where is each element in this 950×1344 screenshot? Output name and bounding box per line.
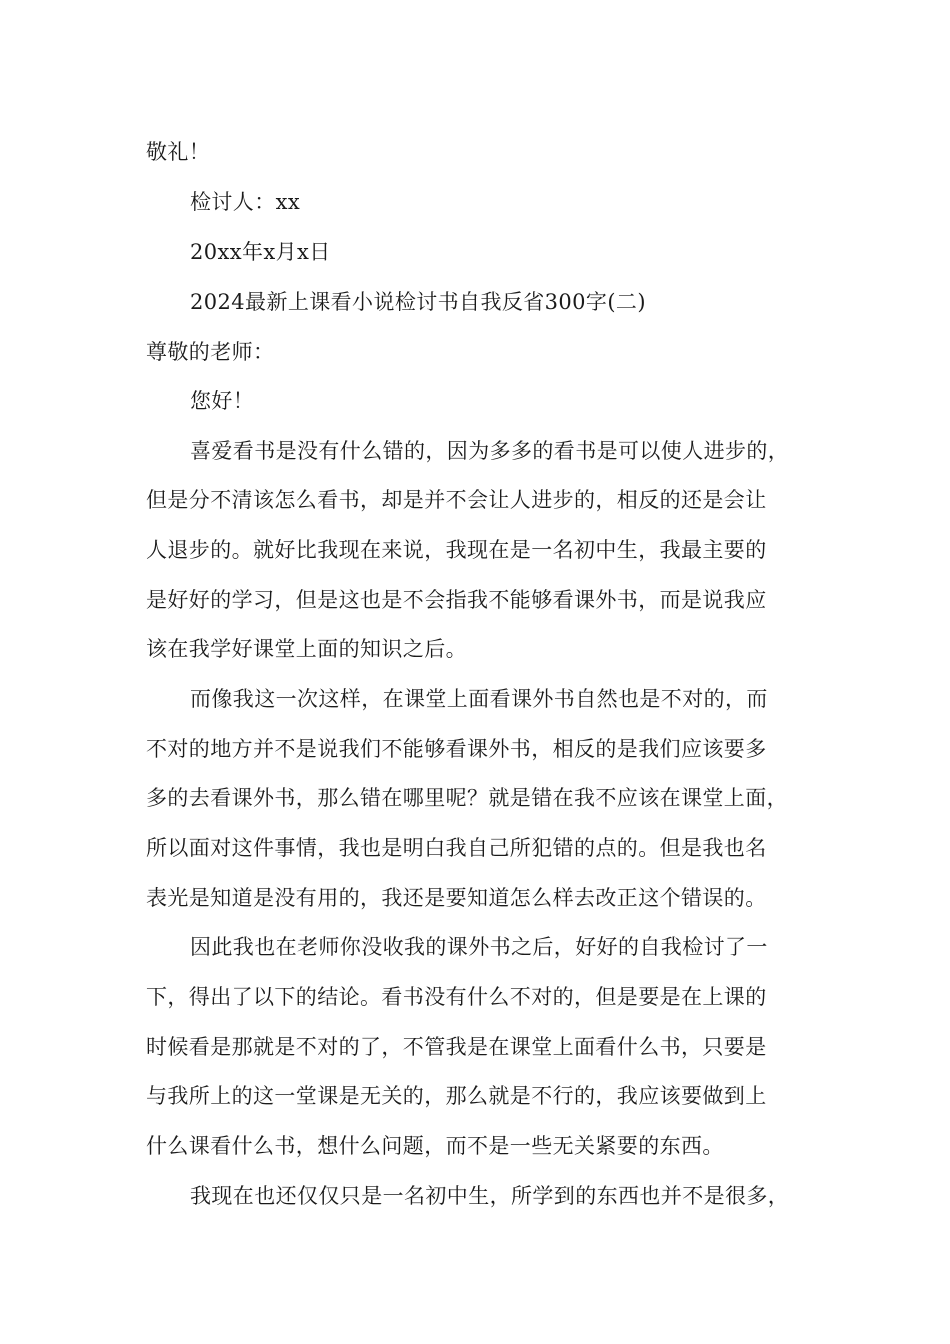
body-line: 我现在也还仅仅只是一名初中生，所学到的东西也并不是很多， — [190, 1184, 790, 1208]
body-line: 时候看是那就是不对的了，不管我是在课堂上面看什么书，只要是 — [146, 1035, 767, 1059]
greeting-line: 您好！ — [190, 389, 255, 413]
date-line: 20xx年x月x日 — [190, 240, 331, 264]
closing-line: 敬礼！ — [146, 140, 211, 164]
body-line: 不对的地方并不是说我们不能够看课外书，相反的是我们应该要多 — [146, 737, 767, 761]
body-line: 多的去看课外书，那么错在哪里呢？就是错在我不应该在课堂上面， — [146, 786, 788, 810]
body-line: 喜爱看书是没有什么错的，因为多多的看书是可以使人进步的， — [190, 439, 790, 463]
salutation-line: 尊敬的老师： — [146, 340, 275, 364]
body-line: 下，得出了以下的结论。看书没有什么不对的，但是要是在上课的 — [146, 985, 767, 1009]
body-line: 因此我也在老师你没收我的课外书之后，好好的自我检讨了一 — [190, 935, 768, 959]
body-line: 但是分不清该怎么看书，却是并不会让人进步的，相反的还是会让 — [146, 488, 767, 512]
body-line: 与我所上的这一堂课是无关的，那么就是不行的，我应该要做到上 — [146, 1084, 767, 1108]
signer-line: 检讨人：xx — [190, 190, 301, 214]
body-line: 所以面对这件事情，我也是明白我自己所犯错的点的。但是我也名 — [146, 836, 767, 860]
body-line: 而像我这一次这样，在课堂上面看课外书自然也是不对的，而 — [190, 687, 768, 711]
body-line: 是好好的学习，但是这也是不会指我不能够看课外书，而是说我应 — [146, 588, 767, 612]
body-line: 该在我学好课堂上面的知识之后。 — [146, 637, 467, 661]
body-line: 人退步的。就好比我现在来说，我现在是一名初中生，我最主要的 — [146, 538, 767, 562]
section-title: 2024最新上课看小说检讨书自我反省300字(二) — [190, 290, 646, 314]
body-line: 表光是知道是没有用的，我还是要知道怎么样去改正这个错误的。 — [146, 886, 767, 910]
body-line: 什么课看什么书，想什么问题，而不是一些无关紧要的东西。 — [146, 1134, 724, 1158]
